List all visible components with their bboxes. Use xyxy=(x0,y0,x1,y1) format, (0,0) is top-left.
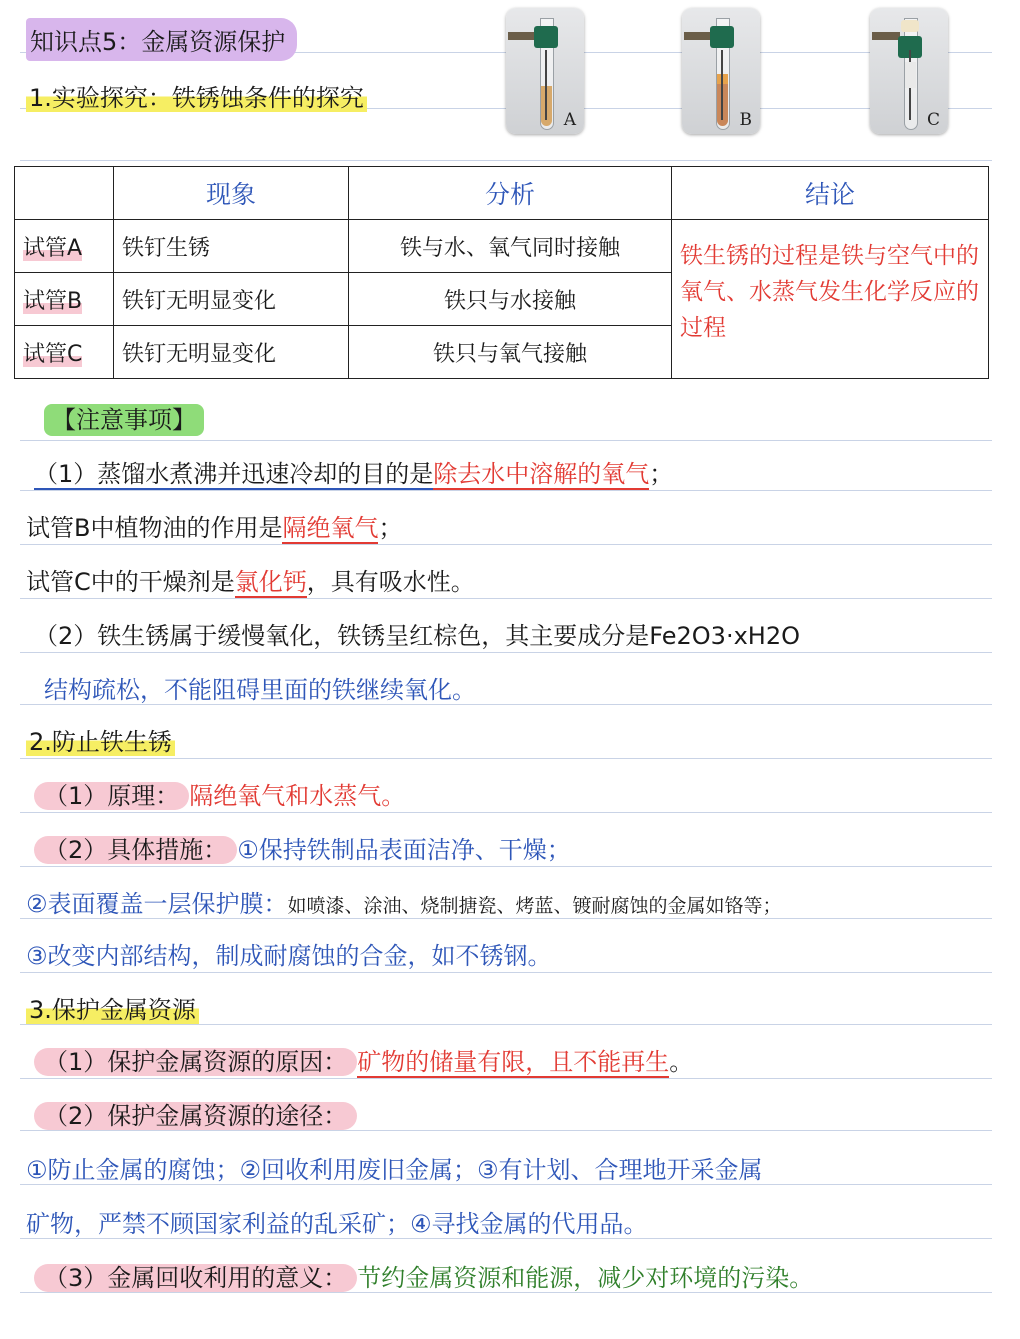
prevent-measures: （2）具体措施： ①保持铁制品表面洁净、干燥； xyxy=(34,830,571,865)
row-analysis: 铁只与水接触 xyxy=(349,273,672,326)
table-row xyxy=(15,220,989,273)
protect-ways-1: ①防止金属的腐蚀；②回收利用废旧金属；③有计划、合理地开采金属 xyxy=(26,1156,763,1184)
protect-ways-2: 矿物，严禁不顾国家利益的乱采矿；④寻找金属的代用品。 xyxy=(26,1210,648,1238)
note-line-3: 试管C中的干燥剂是氯化钙，具有吸水性。 xyxy=(26,568,475,596)
note-line-2: 试管B中植物油的作用是隔绝氧气； xyxy=(26,514,403,542)
table-header-conclusion: 结论 xyxy=(672,167,989,220)
test-tube-photo-c: C xyxy=(870,8,948,134)
row-phenomenon: 铁钉无明显变化 xyxy=(114,326,349,379)
prevent-principle: （1）原理： 隔绝氧气和水蒸气。 xyxy=(34,776,405,811)
note-line-4: （2）铁生锈属于缓慢氧化，铁锈呈红棕色，其主要成分是Fe2O3·xH2O xyxy=(34,622,800,650)
test-tube-photo-a: A xyxy=(506,8,584,134)
note-line-1: （1）蒸馏水煮沸并迅速冷却的目的是除去水中溶解的氧气； xyxy=(34,460,674,488)
section-3-heading: 3.保护金属资源 xyxy=(26,990,199,1025)
note-line-5: 结构疏松，不能阻碍里面的铁继续氧化。 xyxy=(44,676,476,704)
experiment-table xyxy=(14,166,989,379)
table-header-row xyxy=(15,167,989,220)
row-label: 试管B xyxy=(15,273,114,326)
test-tube-photo-b: B xyxy=(682,8,760,134)
section-2-heading: 2.防止铁生锈 xyxy=(26,722,175,757)
prevent-alloy: ③改变内部结构，制成耐腐蚀的合金，如不锈钢。 xyxy=(26,942,552,970)
table-header-phenomenon: 现象 xyxy=(114,167,349,220)
row-label: 试管C xyxy=(15,326,114,379)
notes-heading: 【注意事项】 xyxy=(44,400,204,435)
table-header-empty xyxy=(15,167,114,220)
row-analysis: 铁与水、氧气同时接触 xyxy=(349,220,672,273)
table-header-analysis: 分析 xyxy=(349,167,672,220)
recycling-significance: （3）金属回收利用的意义： 节约金属资源和能源，减少对环境的污染。 xyxy=(34,1258,813,1293)
row-analysis: 铁只与氧气接触 xyxy=(349,326,672,379)
protect-ways-label: （2）保护金属资源的途径： xyxy=(34,1096,357,1131)
row-phenomenon: 铁钉无明显变化 xyxy=(114,273,349,326)
table-conclusion: 铁生锈的过程是铁与空气中的氧气、水蒸气发生化学反应的过程 xyxy=(672,220,989,379)
protect-reason: （1）保护金属资源的原因： 矿物的储量有限，且不能再生。 xyxy=(34,1042,693,1077)
page-title: 知识点5：金属资源保护 xyxy=(26,18,297,61)
row-label: 试管A xyxy=(15,220,114,273)
row-phenomenon: 铁钉生锈 xyxy=(114,220,349,273)
prevent-coating: ②表面覆盖一层保护膜：如喷漆、涂油、烧制搪瓷、烤蓝、镀耐腐蚀的金属如铬等； xyxy=(26,890,782,918)
section-1-heading: 1.实验探究：铁锈蚀条件的探究 xyxy=(26,78,367,113)
